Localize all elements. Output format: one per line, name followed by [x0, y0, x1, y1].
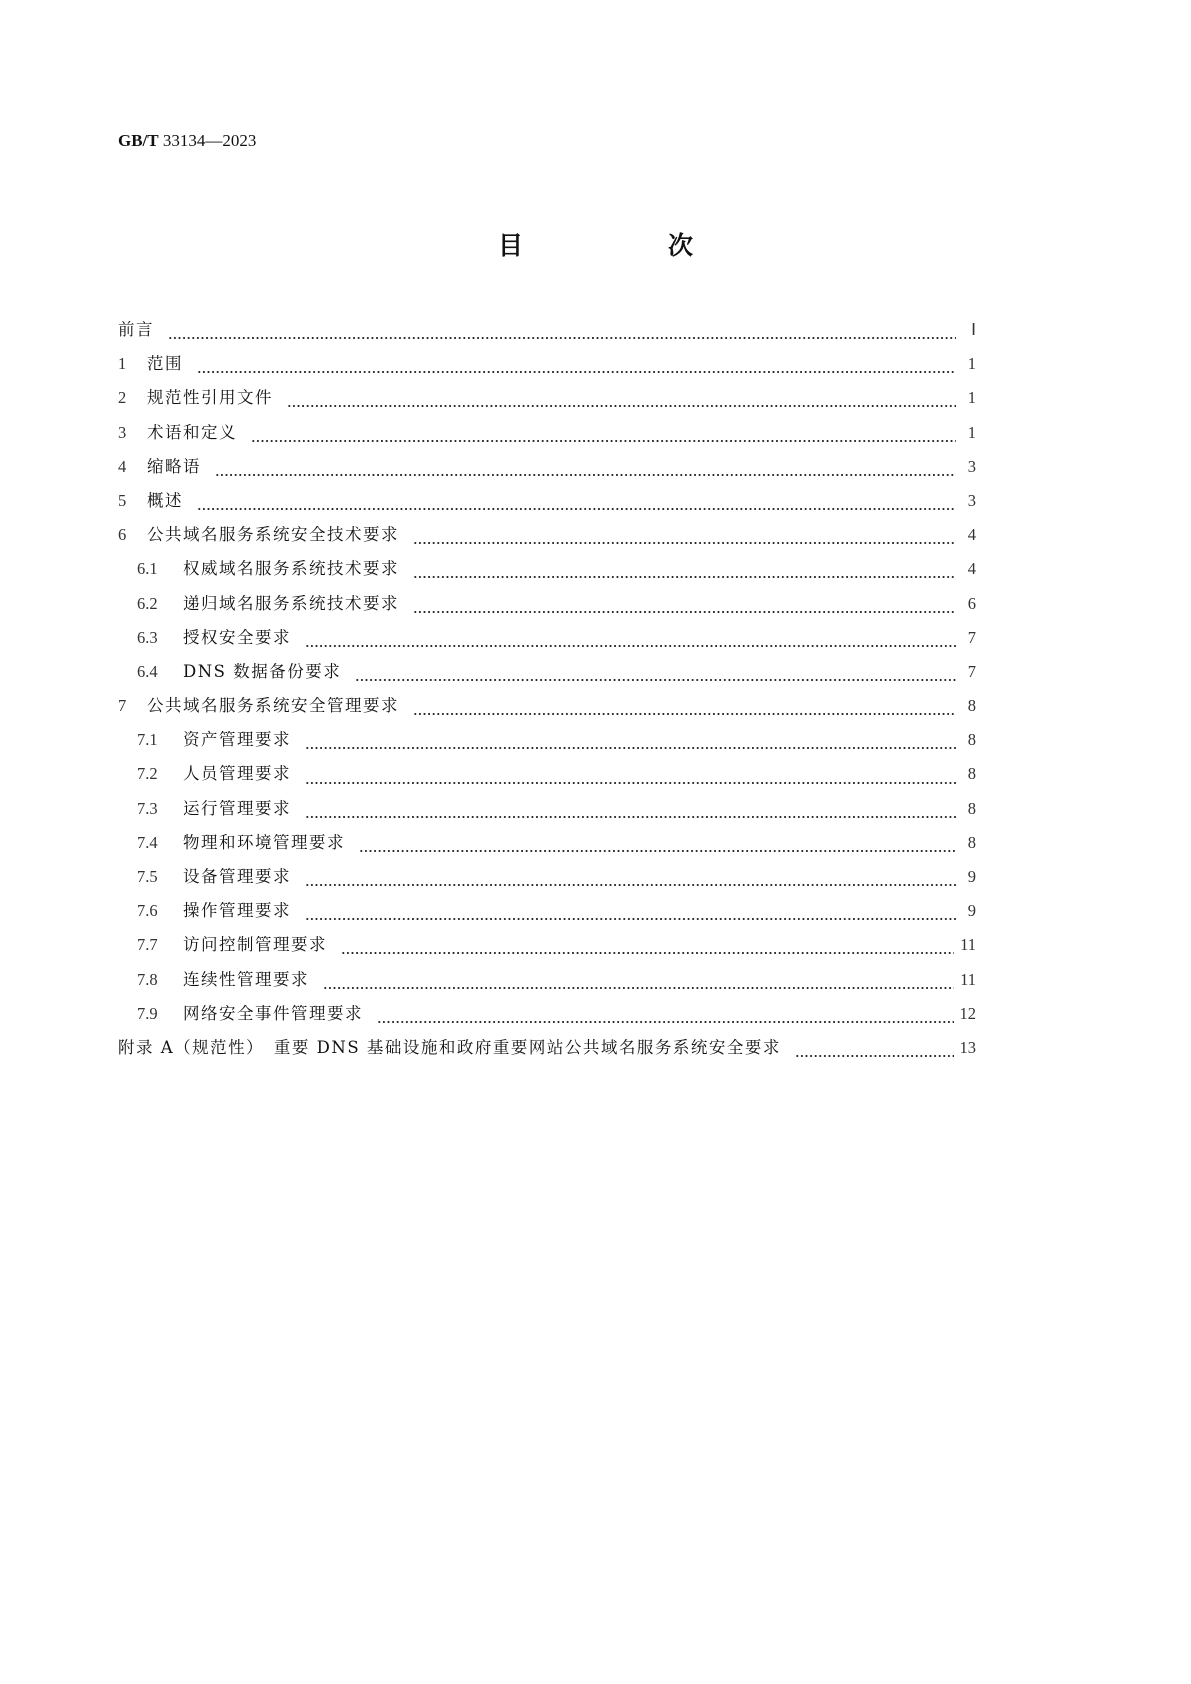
toc-entry-label: 权威域名服务系统技术要求	[183, 559, 399, 579]
toc-entry-number: 3	[118, 422, 127, 442]
toc-entry-label: 递归域名服务系统技术要求	[183, 593, 399, 613]
toc-entry-page: 6	[967, 593, 976, 613]
toc-entry-label: 前言	[118, 320, 154, 339]
dot-leader	[251, 439, 956, 445]
toc-entry-number: 6.4	[137, 661, 158, 681]
toc-entry-number: 7.6	[137, 901, 158, 921]
toc-entry-label: 连续性管理要求	[183, 969, 309, 989]
toc-entry[interactable]	[118, 557, 976, 591]
toc-entry-page: 7	[967, 661, 976, 681]
toc-entry[interactable]	[118, 626, 976, 660]
toc-entry-number: 6.3	[137, 627, 158, 647]
toc-entry-page: 4	[967, 525, 976, 545]
toc-entry[interactable]	[118, 352, 976, 386]
toc-entry-label: 缩略语	[147, 456, 201, 476]
toc-entry-number: 7.9	[137, 1003, 158, 1023]
toc-entry-number: 2	[118, 388, 127, 408]
toc-entry[interactable]	[118, 660, 976, 694]
toc-entry-number: 4	[118, 456, 127, 476]
toc-entry[interactable]	[118, 694, 976, 728]
toc-entry[interactable]	[118, 592, 976, 626]
toc-entry-label: DNS 数据备份要求	[183, 661, 342, 681]
toc-entry-label: 物理和环境管理要求	[183, 832, 345, 852]
page-title: 目 次	[497, 231, 753, 260]
toc-entry-page: 8	[967, 696, 976, 716]
toc-entry-label: 资产管理要求	[183, 730, 291, 750]
toc-entry[interactable]	[118, 1002, 976, 1036]
toc-entry-number: 6	[118, 525, 127, 545]
toc-entry-label: 人员管理要求	[183, 764, 291, 784]
toc-entry-label: 公共域名服务系统安全技术要求	[147, 525, 399, 545]
toc-entry-label: 规范性引用文件	[147, 388, 273, 408]
dot-leader	[305, 883, 956, 889]
dot-leader	[305, 781, 956, 787]
dot-leader	[359, 849, 956, 855]
toc-entry-label: 操作管理要求	[183, 901, 291, 921]
toc-entry-page: 13	[959, 1037, 976, 1057]
toc-entry-number: 6.1	[137, 559, 158, 579]
dot-leader	[287, 404, 956, 410]
dot-leader	[323, 986, 954, 992]
toc-entry-number: 7.8	[137, 969, 158, 989]
toc-entry-number: 5	[118, 490, 127, 510]
toc-entry-page: 9	[967, 901, 976, 921]
dot-leader	[305, 917, 956, 923]
dot-leader	[215, 473, 956, 479]
standard-prefix: GB/T	[118, 131, 159, 150]
toc-entry-page: 8	[967, 832, 976, 852]
toc-entry-page: 1	[967, 422, 976, 442]
dot-leader	[305, 815, 956, 821]
dot-leader	[305, 644, 956, 650]
dot-leader	[341, 951, 954, 957]
toc-entry[interactable]	[118, 386, 976, 420]
toc-entry-page: 4	[967, 559, 976, 579]
toc-entry[interactable]	[118, 1036, 976, 1070]
toc-entry-number: 7.7	[137, 935, 158, 955]
toc-entry[interactable]	[118, 831, 976, 865]
toc-entry[interactable]	[118, 318, 976, 352]
toc-entry-number: 7.4	[137, 832, 158, 852]
toc-entry-label: 术语和定义	[147, 422, 237, 442]
dot-leader	[168, 336, 956, 342]
dot-leader	[355, 678, 956, 684]
toc-entry[interactable]	[118, 865, 976, 899]
dot-leader	[197, 507, 956, 513]
toc-entry-page: 1	[967, 354, 976, 374]
dot-leader	[413, 610, 956, 616]
dot-leader	[197, 370, 956, 376]
toc-entry-page: Ⅰ	[971, 320, 976, 339]
dot-leader	[377, 1020, 954, 1026]
toc-entry-page: 3	[967, 490, 976, 510]
toc-entry-page: 11	[960, 935, 976, 955]
toc-entry-page: 1	[967, 388, 976, 408]
toc-entry-page: 8	[967, 798, 976, 818]
toc-entry-number: 7.2	[137, 764, 158, 784]
toc-entry[interactable]	[118, 728, 976, 762]
toc-entry[interactable]	[118, 489, 976, 523]
standard-number: 33134—2023	[162, 131, 257, 150]
dot-leader	[413, 541, 956, 547]
toc-entry[interactable]	[118, 968, 976, 1002]
toc-entry[interactable]	[118, 899, 976, 933]
toc-entry-number: 6.2	[137, 593, 158, 613]
toc-entry-label: 公共域名服务系统安全管理要求	[147, 696, 399, 716]
toc-entry[interactable]	[118, 523, 976, 557]
table-of-contents	[118, 318, 976, 1070]
toc-entry-number: 7.5	[137, 867, 158, 886]
toc-entry[interactable]	[118, 797, 976, 831]
toc-entry[interactable]	[118, 933, 976, 967]
toc-entry-label: 附录 A（规范性） 重要 DNS 基础设施和政府重要网站公共域名服务系统安全要求	[118, 1037, 781, 1057]
dot-leader	[795, 1054, 954, 1060]
toc-entry-label: 运行管理要求	[183, 798, 291, 818]
toc-entry-page: 8	[967, 730, 976, 750]
toc-entry-page: 9	[967, 867, 976, 886]
toc-entry[interactable]	[118, 455, 976, 489]
toc-entry[interactable]	[118, 762, 976, 796]
toc-entry-page: 7	[967, 627, 976, 647]
toc-entry-label: 授权安全要求	[183, 627, 291, 647]
toc-entry-page: 12	[959, 1003, 976, 1023]
dot-leader	[305, 746, 956, 752]
toc-entry-label: 网络安全事件管理要求	[183, 1003, 363, 1023]
dot-leader	[413, 712, 956, 718]
toc-entry-label: 访问控制管理要求	[183, 935, 327, 955]
dot-leader	[413, 575, 956, 581]
toc-entry-page: 11	[960, 969, 976, 989]
toc-entry-page: 8	[967, 764, 976, 784]
toc-entry-number: 7	[118, 696, 127, 716]
standard-number-header	[118, 131, 256, 151]
toc-entry-number: 7.1	[137, 730, 158, 750]
toc-entry-page: 3	[967, 456, 976, 476]
toc-entry-label: 设备管理要求	[183, 867, 291, 886]
toc-entry-number: 1	[118, 354, 127, 374]
toc-entry[interactable]	[118, 421, 976, 455]
toc-entry-number: 7.3	[137, 798, 158, 818]
toc-entry-label: 概述	[147, 490, 183, 510]
toc-entry-label: 范围	[147, 354, 183, 374]
